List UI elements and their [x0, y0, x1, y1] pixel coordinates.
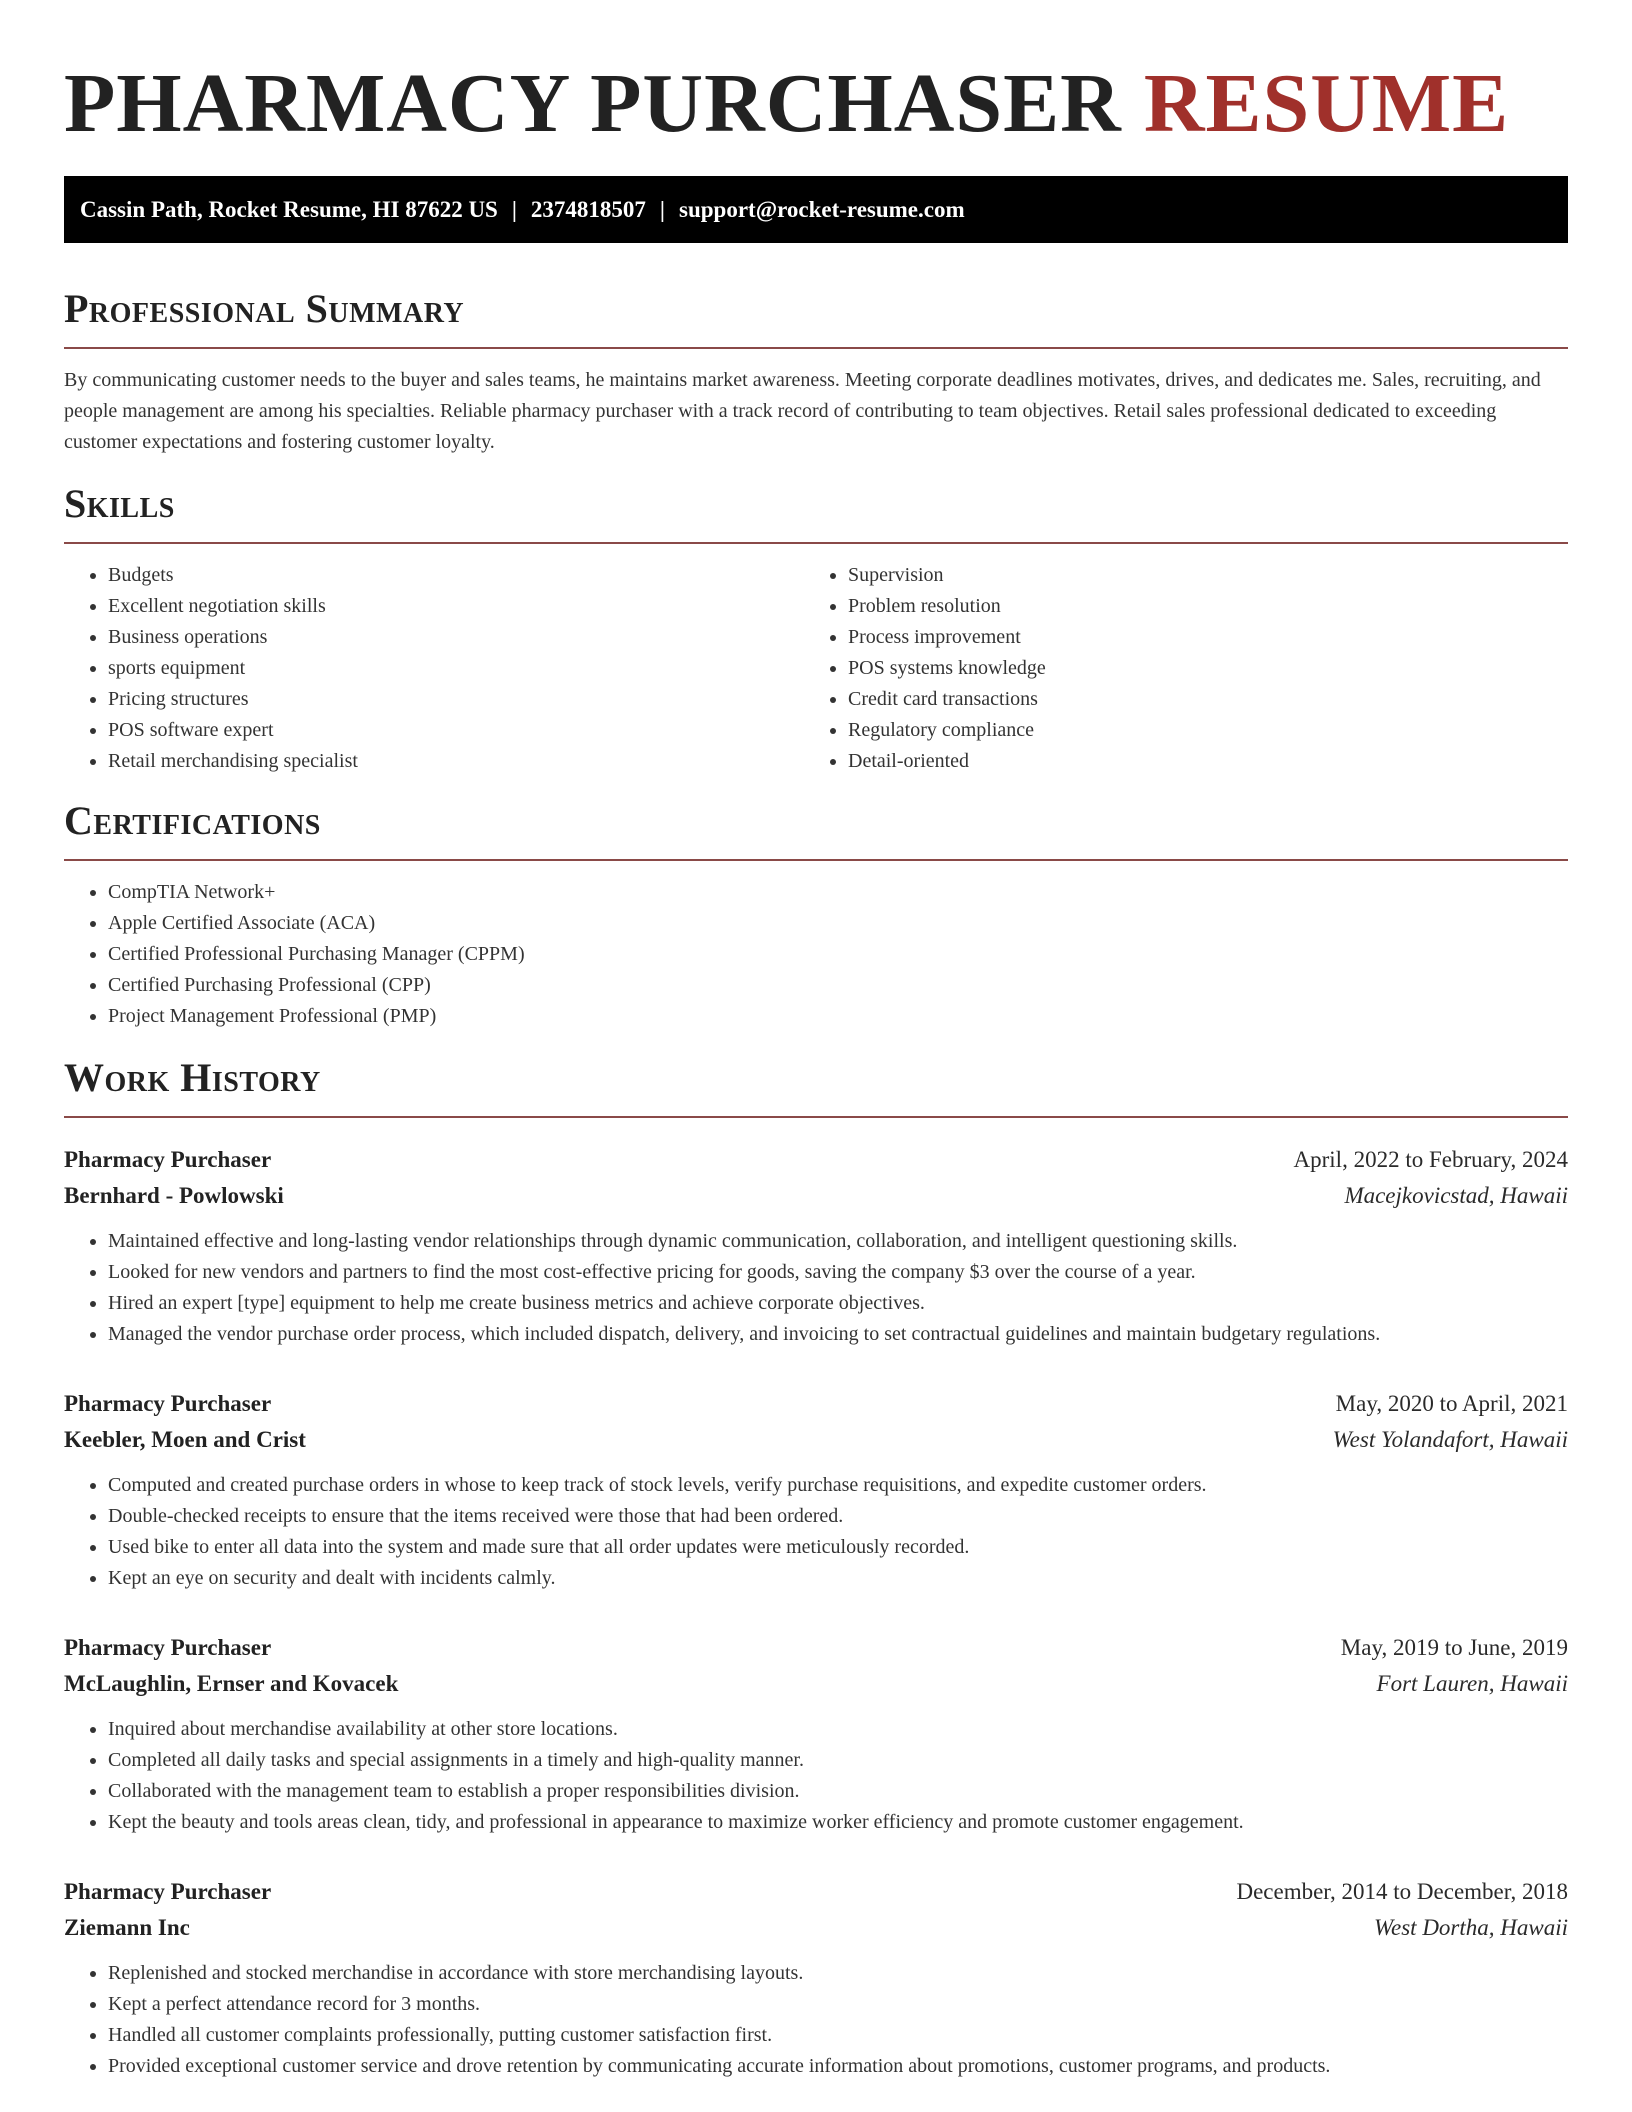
- contact-separator: |: [511, 197, 517, 222]
- job-location: West Yolandafort, Hawaii: [1332, 1427, 1568, 1452]
- summary-text: By communicating customer needs to the buyer and sales teams, he maintains market awareness. Meeting corporate deadlines motivates, drives, and dedicates me. Sales, recruiting, and people management are among his specialties. Reliable pharmacy purchaser with a track record of contributing to team objectives. Retail sales professional dedicated to exceeding customer expectations and fostering customer loyalty.: [64, 369, 1541, 453]
- job-duty: • Handled all customer complaints professionally, putting customer satisfaction first.: [108, 2020, 1568, 2051]
- job-duty: • Maintained effective and long-lasting vendor relationships through dynamic communication, collaboration, and intelligent questioning skills.: [108, 1226, 1568, 1257]
- job-duties-list: [64, 1470, 1568, 1594]
- skill-item: • Detail-oriented: [848, 746, 1544, 777]
- certification-item: • Certified Professional Purchasing Manager (CPPM): [108, 939, 1568, 970]
- job-title: Pharmacy Purchaser: [64, 1391, 272, 1416]
- certification-item: • CompTIA Network+: [108, 877, 1568, 908]
- resume-title: [64, 0, 1568, 150]
- job-entry: [64, 1386, 1568, 1594]
- job-duty: • Computed and created purchase orders in whose to keep track of stock levels, verify purchase requisitions, and expedite customer orders.: [108, 1470, 1568, 1501]
- job-duty: • Provided exceptional customer service and drove retention by communicating accurate information about promotions, customer programs, and products.: [108, 2051, 1568, 2082]
- work-history-heading: Work History: [64, 1054, 1568, 1118]
- job-duties-list: [64, 1714, 1568, 1838]
- skills-list-right: [804, 560, 1544, 777]
- skill-item: • POS systems knowledge: [848, 653, 1544, 684]
- job-duty: • Kept the beauty and tools areas clean, tidy, and professional in appearance to maximize worker efficiency and promote customer engagement.: [108, 1807, 1568, 1838]
- certifications-list: [64, 877, 1568, 1032]
- title-main: PHARMACY PURCHASER: [64, 57, 1122, 150]
- job-location: Macejkovicstad, Hawaii: [1344, 1183, 1568, 1208]
- contact-email: support@rocket-resume.com: [679, 197, 965, 222]
- skill-item: • Pricing structures: [108, 684, 804, 715]
- job-entry: [64, 1630, 1568, 1838]
- contact-address: Cassin Path, Rocket Resume, HI 87622 US: [80, 197, 498, 222]
- skill-item: • Credit card transactions: [848, 684, 1544, 715]
- certification-item: • Certified Purchasing Professional (CPP): [108, 970, 1568, 1001]
- skill-item: • sports equipment: [108, 653, 804, 684]
- job-company: Bernhard - Powlowski: [64, 1183, 284, 1208]
- job-entry: [64, 1142, 1568, 1350]
- job-title: Pharmacy Purchaser: [64, 1147, 272, 1172]
- skill-item: • Process improvement: [848, 622, 1544, 653]
- job-duties-list: [64, 1226, 1568, 1350]
- skills-column-right: [804, 544, 1544, 777]
- job-duty: • Hired an expert [type] equipment to help me create business metrics and achieve corporate objectives.: [108, 1288, 1568, 1319]
- skill-item: • Business operations: [108, 622, 804, 653]
- job-company: McLaughlin, Ernser and Kovacek: [64, 1671, 399, 1696]
- job-title: Pharmacy Purchaser: [64, 1635, 272, 1660]
- resume-page: [64, 0, 1568, 2082]
- job-dates: April, 2022 to February, 2024: [1293, 1147, 1568, 1172]
- title-accent: RESUME: [1143, 57, 1510, 150]
- job-duty: • Collaborated with the management team to establish a proper responsibilities division.: [108, 1776, 1568, 1807]
- skill-item: • Supervision: [848, 560, 1544, 591]
- skills-list-left: [64, 560, 804, 777]
- contact-separator: |: [659, 197, 665, 222]
- job-duty: • Looked for new vendors and partners to find the most cost-effective pricing for goods, saving the company $3 over the course of a year.: [108, 1257, 1568, 1288]
- skill-item: • Retail merchandising specialist: [108, 746, 804, 777]
- job-company: Ziemann Inc: [64, 1915, 190, 1940]
- job-duty: • Kept a perfect attendance record for 3 months.: [108, 1989, 1568, 2020]
- skills-column-left: [64, 544, 804, 777]
- skill-item: • POS software expert: [108, 715, 804, 746]
- job-duty: • Inquired about merchandise availability at other store locations.: [108, 1714, 1568, 1745]
- skills-heading: Skills: [64, 480, 1568, 544]
- job-duty: • Double-checked receipts to ensure that the items received were those that had been ordered.: [108, 1501, 1568, 1532]
- job-duty: • Kept an eye on security and dealt with incidents calmly.: [108, 1563, 1568, 1594]
- certification-item: • Project Management Professional (PMP): [108, 1001, 1568, 1032]
- certifications-heading: Certifications: [64, 797, 1568, 861]
- skill-item: • Budgets: [108, 560, 804, 591]
- skill-item: • Excellent negotiation skills: [108, 591, 804, 622]
- skill-item: • Problem resolution: [848, 591, 1544, 622]
- job-duty: • Replenished and stocked merchandise in accordance with store merchandising layouts.: [108, 1958, 1568, 1989]
- skill-item: • Regulatory compliance: [848, 715, 1544, 746]
- job-title: Pharmacy Purchaser: [64, 1879, 272, 1904]
- job-duties-list: [64, 1958, 1568, 2082]
- job-dates: December, 2014 to December, 2018: [1236, 1879, 1568, 1904]
- job-company: Keebler, Moen and Crist: [64, 1427, 306, 1452]
- job-dates: May, 2020 to April, 2021: [1335, 1391, 1568, 1416]
- contact-bar: [64, 176, 1568, 243]
- certification-item: • Apple Certified Associate (ACA): [108, 908, 1568, 939]
- job-location: Fort Lauren, Hawaii: [1376, 1671, 1568, 1696]
- skills-grid: [64, 544, 1568, 777]
- job-duty: • Completed all daily tasks and special assignments in a timely and high-quality manner.: [108, 1745, 1568, 1776]
- job-location: West Dortha, Hawaii: [1373, 1915, 1568, 1940]
- job-duty: • Used bike to enter all data into the system and made sure that all order updates were meticulously recorded.: [108, 1532, 1568, 1563]
- job-duty: • Managed the vendor purchase order process, which included dispatch, delivery, and invoicing to set contractual guidelines and maintain budgetary regulations.: [108, 1319, 1568, 1350]
- summary-heading: Professional Summary: [64, 285, 1568, 349]
- contact-phone: 2374818507: [530, 197, 646, 222]
- job-dates: May, 2019 to June, 2019: [1340, 1635, 1568, 1660]
- job-entry: [64, 1874, 1568, 2082]
